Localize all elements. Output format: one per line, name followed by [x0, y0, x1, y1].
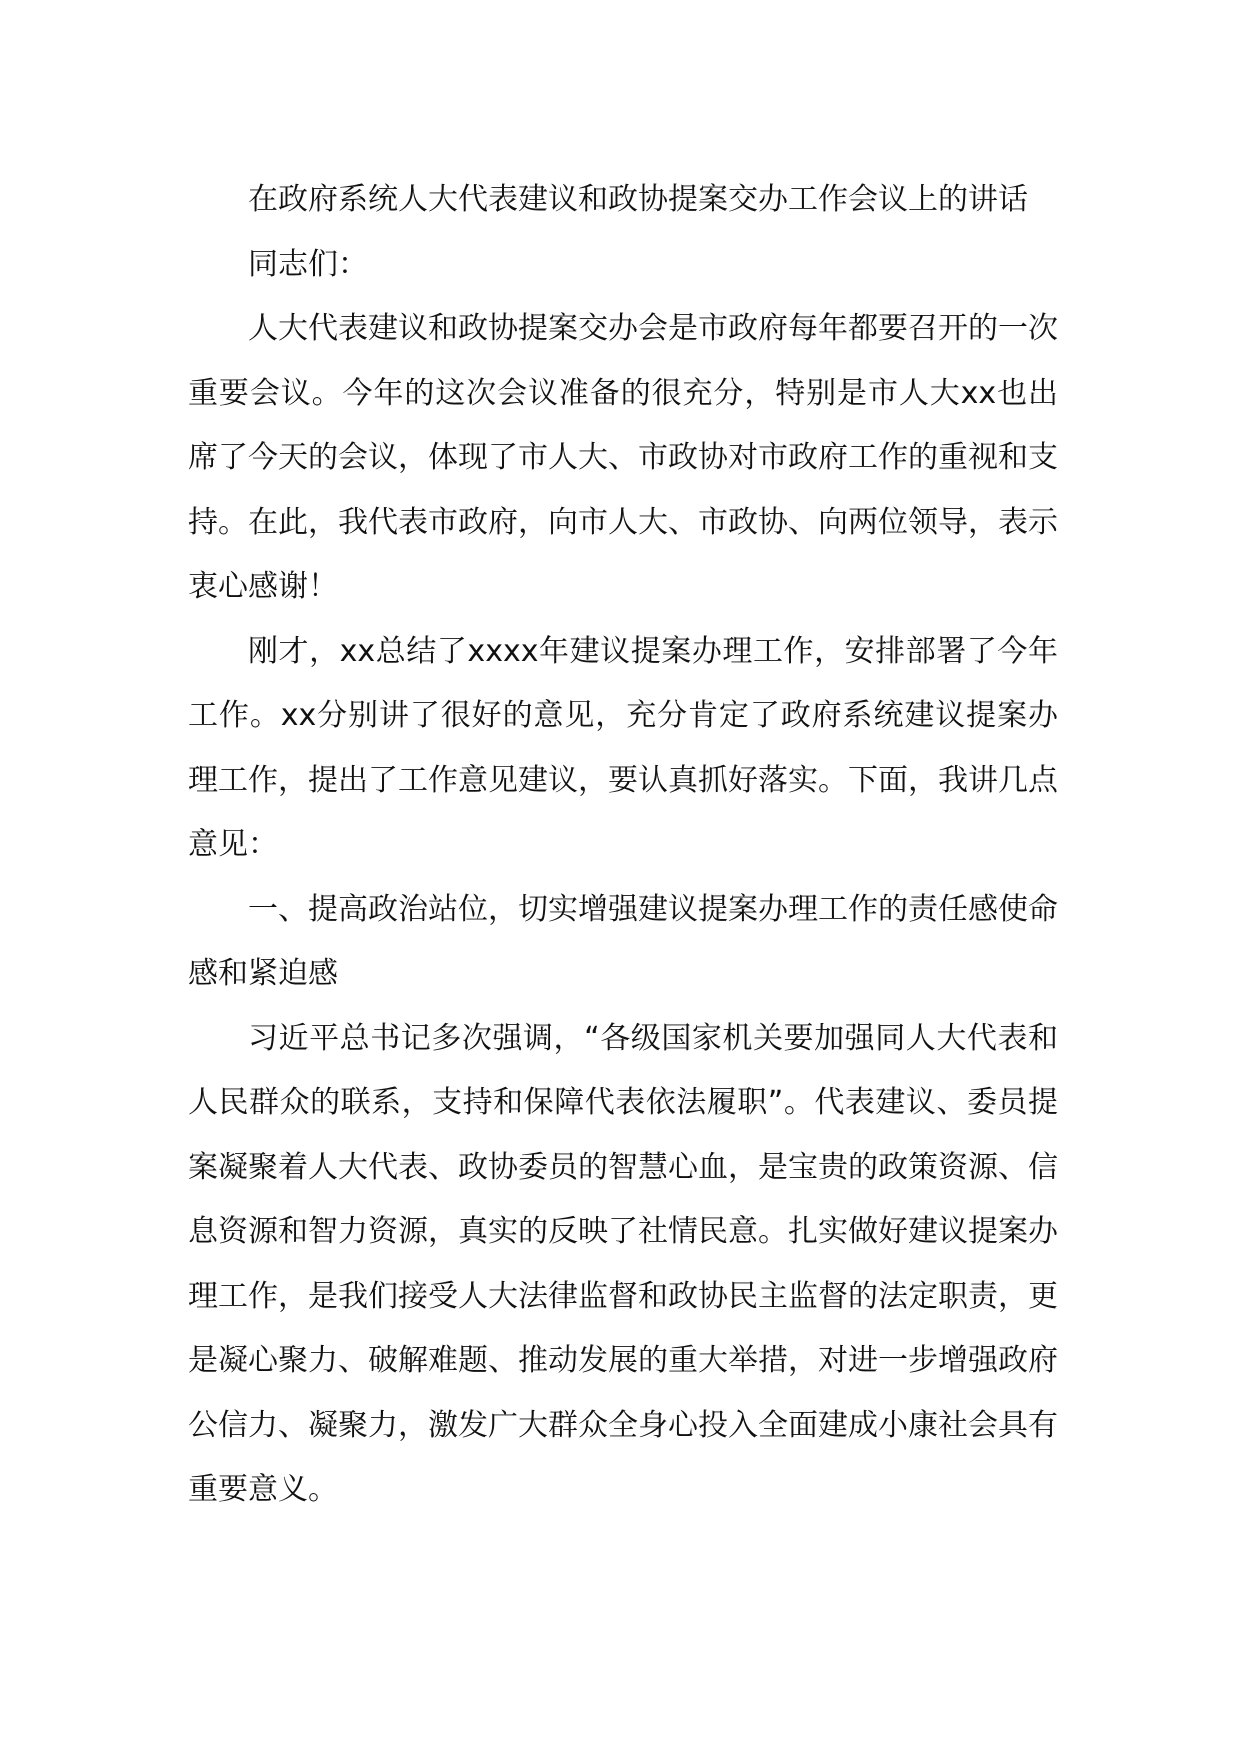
- paragraph-intro: 人大代表建议和政协提案交办会是市政府每年都要召开的一次重要会议。今年的这次会议准备的很充分，特别是市人大xx也出席了今天的会议，体现了市人大、市政协对市政府工作的重视和支持。在此，我代表市政府，向市人大、市政协、向两位领导，表示衷心感谢！: [188, 311, 1058, 604]
- paragraph-summary: 刚才，xx总结了xxxx年建议提案办理工作，安排部署了今年工作。xx分别讲了很好的意见，充分肯定了政府系统建议提案办理工作，提出了工作意见建议，要认真抓好落实。下面，我讲几点意见：: [188, 633, 1058, 862]
- paragraph-section-1: 习近平总书记多次强调，“各级国家机关要加强同人大代表和人民群众的联系，支持和保障代表依法履职”。代表建议、委员提案凝聚着人大代表、政协委员的智慧心血，是宝贵的政策资源、信息资源和智力资源，真实的反映了社情民意。扎实做好建议提案办理工作，是我们接受人大法律监督和政协民主监督的法定职责，更是凝心聚力、破解难题、推动发展的重大举措，对进一步增强政府公信力、凝聚力，激发广大群众全身心投入全面建成小康社会具有重要意义。: [188, 1020, 1058, 1507]
- document-title: 在政府系统人大代表建议和政协提案交办工作会议上的讲话: [248, 182, 1028, 217]
- salutation: 同志们：: [248, 246, 368, 282]
- section-heading-1: 一、提高政治站位，切实增强建议提案办理工作的责任感使命感和紧迫感: [188, 891, 1058, 991]
- document-body: [188, 168, 1058, 1523]
